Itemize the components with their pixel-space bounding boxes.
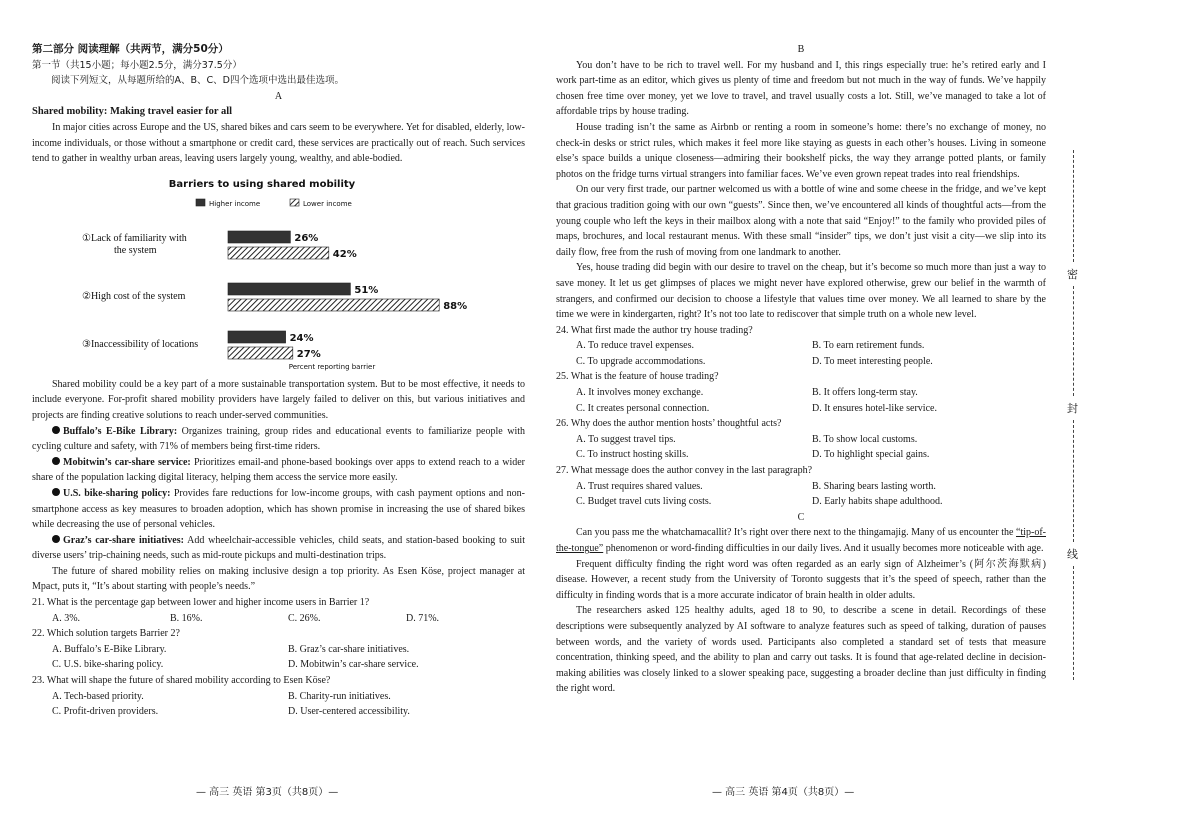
question-options xyxy=(32,611,525,627)
option: D. User-centered accessibility. xyxy=(288,706,410,718)
dashed-line xyxy=(1073,420,1074,542)
question-stem: 21. What is the percentage gap between lower and higher income users in Barrier 1? xyxy=(32,597,370,609)
option: D. To highlight special gains. xyxy=(812,449,930,461)
passage-a-para2: Shared mobility could be a key part of a more sustainable transportation system. But to be most effective, it needs to include everyone. For-profit shared mobility providers have largely failed to deliver on this, but various initiatives and projects are finding creative solutions to reach under-served communities. xyxy=(32,378,525,421)
option: C. Profit-driven providers. xyxy=(52,706,159,718)
solution-item xyxy=(32,486,525,533)
option: D. 71%. xyxy=(406,612,440,624)
passage-a-label: A xyxy=(274,90,283,102)
data-label: 24% xyxy=(289,332,314,344)
question-stem: 22. Which solution targets Barrier 2? xyxy=(32,628,180,640)
option: D. To meet interesting people. xyxy=(812,355,933,367)
option: B. 16%. xyxy=(170,612,203,624)
question-options xyxy=(556,479,1046,510)
solutions-list xyxy=(32,424,525,564)
section-title: 第一节（共15小题；每小题2.5分，满分37.5分） xyxy=(32,59,242,71)
passage-c-label: C xyxy=(797,511,805,523)
legend-label: Higher income xyxy=(209,199,261,208)
question-stem: 24. What first made the author try house trading? xyxy=(556,324,753,336)
solution-item xyxy=(32,533,525,564)
barrier-chart xyxy=(78,173,498,373)
option: C. 26%. xyxy=(288,612,321,624)
passage-b-label: B xyxy=(797,44,805,55)
passage-b-para: On our very first trade, our partner welcomed us with a bottle of wine and some cheese in the fridge, and we’ve kept that gracious tradition going with our own “guests”. Since then, we’ve encountered all kinds of thoughtful acts—from the young couple who left the keys in their mailbox along with a note that said “Enjoy!” to the family who provided piles of maps, brochures, and local restaurant menus. With these small “insider” tips, we don’t just visit a city—we slip into its daily flow, free from the rush of moving from one landmark to another. xyxy=(556,184,1046,258)
option: B. To show local customs. xyxy=(812,433,918,445)
question-stem: 27. What message does the author convey in the last paragraph? xyxy=(556,465,813,477)
solution-text: Organizes training, group rides and educational events to familiarize people with cycling culture and safety, with 71% of members being first-time riders. xyxy=(32,425,525,453)
passage-c-para: Frequent difficulty finding the right word was often regarded as an early sign of Alzheimer’s (阿尔茨海默病) disease. However, a recent study from the University of Toronto suggests that it’s the speed of speech, rather than the difficulty in finding words that is a more accurate indicator of brain health in older adults. xyxy=(556,558,1046,601)
binding-char: 封 xyxy=(1067,402,1078,415)
passage-c-para xyxy=(556,525,1046,556)
chart-xlabel: Percent reporting barrier xyxy=(288,362,376,371)
solution-text: Add wheelchair-accessible vehicles, child seats, and station-based booking to suit diverse users’ trip-chaining needs, such as mid-route pickups and multi-destination trips. xyxy=(32,534,525,562)
left-page xyxy=(32,42,525,720)
data-label: 51% xyxy=(354,284,379,296)
category-label: ②High cost of the system xyxy=(82,290,186,302)
binding-line xyxy=(1065,150,1085,680)
question-options xyxy=(32,642,525,673)
option: A. It involves money exchange. xyxy=(576,387,704,399)
option: B. It offers long-term stay. xyxy=(812,387,918,399)
question-stem: 25. What is the feature of house trading? xyxy=(556,371,719,383)
category-label: ③Inaccessibility of locations xyxy=(82,338,199,350)
bar xyxy=(228,347,293,359)
binding-char: 线 xyxy=(1067,548,1078,561)
option: D. It ensures hotel-like service. xyxy=(812,402,937,414)
option: C. Budget travel cuts living costs. xyxy=(576,496,712,508)
option: D. Early habits shape adulthood. xyxy=(812,496,943,508)
option: D. Mobitwin’s car-share service. xyxy=(288,659,419,671)
instructions: 阅读下列短文，从每题所给的A、B、C、D四个选项中选出最佳选项。 xyxy=(51,75,344,87)
option: B. Graz’s car-share initiatives. xyxy=(288,643,410,655)
passage-b-para: House trading isn’t the same as Airbnb or renting a room in someone’s home: there’s no exchange of money, no check-in desks or strict rules, which makes it feel more like staying as guests in each other’s houses. Living in someone else’s space builds a unique closeness—admiring their bookshelf picks, the way they arrange potted plants, or family photos on the fridge turns virtual strangers into familiar faces. We’ve even grown repeat trades into real friendships. xyxy=(556,121,1046,180)
question-options xyxy=(556,338,1046,369)
option: C. To instruct hosting skills. xyxy=(576,449,689,461)
bar xyxy=(228,231,290,243)
passage-a-title: Shared mobility: Making travel easier for all xyxy=(32,106,233,118)
solution-item xyxy=(32,424,525,455)
option: B. Charity-run initiatives. xyxy=(288,690,391,702)
bullet-icon xyxy=(52,535,60,543)
solution-title: Mobitwin’s car-share service: xyxy=(63,456,191,468)
option: A. To reduce travel expenses. xyxy=(576,340,694,352)
chart-category-labels xyxy=(82,233,198,350)
bar xyxy=(228,299,439,311)
page-footer-left: — 高三 英语 第3页（共8页）— xyxy=(196,787,339,798)
text-run: phenomenon or word-finding difficulties in our daily lives. And it usually becomes more noticeable with age. xyxy=(603,543,1044,554)
option: C. It creates personal connection. xyxy=(576,402,710,414)
option: A. Tech-based priority. xyxy=(52,690,144,702)
option: C. U.S. bike-sharing policy. xyxy=(52,659,164,671)
data-label: 42% xyxy=(332,248,357,260)
question-stem: 23. What will shape the future of shared mobility according to Esen Köse? xyxy=(32,675,331,687)
bar xyxy=(228,247,329,259)
question-options xyxy=(556,385,1046,416)
chart-legend xyxy=(196,199,352,208)
solution-title: Graz’s car-share initiatives: xyxy=(63,534,184,546)
solution-title: U.S. bike-sharing policy: xyxy=(63,487,171,499)
passage-a-para3: The future of shared mobility relies on making inclusive design a top priority. As Esen Köse, project manager at Mpact, puts it, “It’s about starting with people’s needs.” xyxy=(32,565,525,593)
option: A. Trust requires shared values. xyxy=(576,480,703,492)
question-options xyxy=(32,689,525,720)
text-run: Can you pass me the whatchamacallit? It’s right over there next to the thingamajig. Many of us encounter the xyxy=(576,527,1016,539)
data-label: 88% xyxy=(443,300,468,312)
bar xyxy=(228,331,286,343)
question-options xyxy=(556,432,1046,463)
chart-bars xyxy=(228,231,467,360)
solution-title: Buffalo’s E-Bike Library: xyxy=(63,425,178,437)
bullet-icon xyxy=(52,488,60,496)
solution-item xyxy=(32,455,525,486)
passage-b-para: Yes, house trading did begin with our desire to travel on the cheap, but it’s become so much more than just a way to save money. It let us get glimpses of places we might never have explored otherwise, grew our belief in the warmth of strangers, and confirmed our decision to choose a lifestyle that values time over money. We all learned to share by the time we were in kindergarten, right? It’s not too late to rediscover that simple truth on a whole new level. xyxy=(556,262,1046,321)
question-stem: 26. Why does the author mention hosts’ thoughtful acts? xyxy=(556,418,782,430)
passage-b-para: You don’t have to be rich to travel well. For my husband and I, this rings especially true: he’s retired early and I work part-time as an editor, which gives us plenty of time and freedom but not much in the way of funds. We’ve happily chosen free time over money, yet we love to travel, and travel usually costs a lot. Still, we’ve managed to take a lot of affordable trips by house trading. xyxy=(556,59,1046,118)
option: A. Buffalo’s E-Bike Library. xyxy=(52,643,167,655)
passage-c-para: The researchers asked 125 healthy adults, aged 18 to 90, to describe a scene in detail. Recordings of these descriptions were subsequently analyzed by AI software to analyze features such as speed of talking, duration of pauses between words, and the variety of words used. Participants also completed a standard set of tests that measure concentration, thinking speed, and the ability to plan and carry out tasks. It is found that age-related decline in decision-making abilities was closely linked to a slower speaking pace, suggesting a broader decline than just difficulty in finding the right word. xyxy=(556,605,1046,695)
dashed-line xyxy=(1073,566,1074,680)
category-label: the system xyxy=(114,244,157,256)
dashed-line xyxy=(1073,150,1074,262)
category-label: ①Lack of familiarity with xyxy=(82,232,187,244)
part-title: 第二部分 阅读理解（共两节，满分50分） xyxy=(32,43,229,55)
data-label: 27% xyxy=(296,348,321,360)
bar xyxy=(228,283,350,295)
bullet-icon xyxy=(52,426,60,434)
option: C. To upgrade accommodations. xyxy=(576,355,706,367)
option: B. To earn retirement funds. xyxy=(812,340,925,352)
right-page xyxy=(556,42,1046,697)
option: A. To suggest travel tips. xyxy=(576,433,676,445)
legend-swatch xyxy=(290,199,299,206)
solution-text: Provides fare reductions for low-income groups, with cash payment options and non-smartphone access as key measures to broaden adoption, which has shown promise in increasing the use of shared bikes while decreasing the use of personal vehicles. xyxy=(32,487,525,531)
legend-label: Lower income xyxy=(303,199,352,208)
binding-char: 密 xyxy=(1067,268,1078,281)
data-label: 26% xyxy=(294,232,319,244)
solution-text: Prioritizes email-and phone-based bookings over apps to extend reach to a wider share of the population lacking digital literacy, helping them access the service more easily. xyxy=(32,456,525,484)
option: A. 3%. xyxy=(52,612,81,624)
underlined-phrase: “tip-of-the-tongue” xyxy=(556,527,1046,554)
dashed-line xyxy=(1073,286,1074,396)
chart-title: Barriers to using shared mobility xyxy=(168,178,356,190)
legend-swatch xyxy=(196,199,205,206)
bullet-icon xyxy=(52,457,60,465)
page-footer-right: — 高三 英语 第4页（共8页）— xyxy=(712,787,855,798)
passage-a-para1: In major cities across Europe and the US, shared bikes and cars seem to be everywhere. Yet for disabled, elderly, low-income individuals, or those without a smartphone or credit card, these services are practically out of reach. Such services tend to gather in wealthy urban areas, leaving users largely young, wealthy, and able-bodied. xyxy=(32,121,525,165)
option: B. Sharing bears lasting worth. xyxy=(812,480,936,492)
